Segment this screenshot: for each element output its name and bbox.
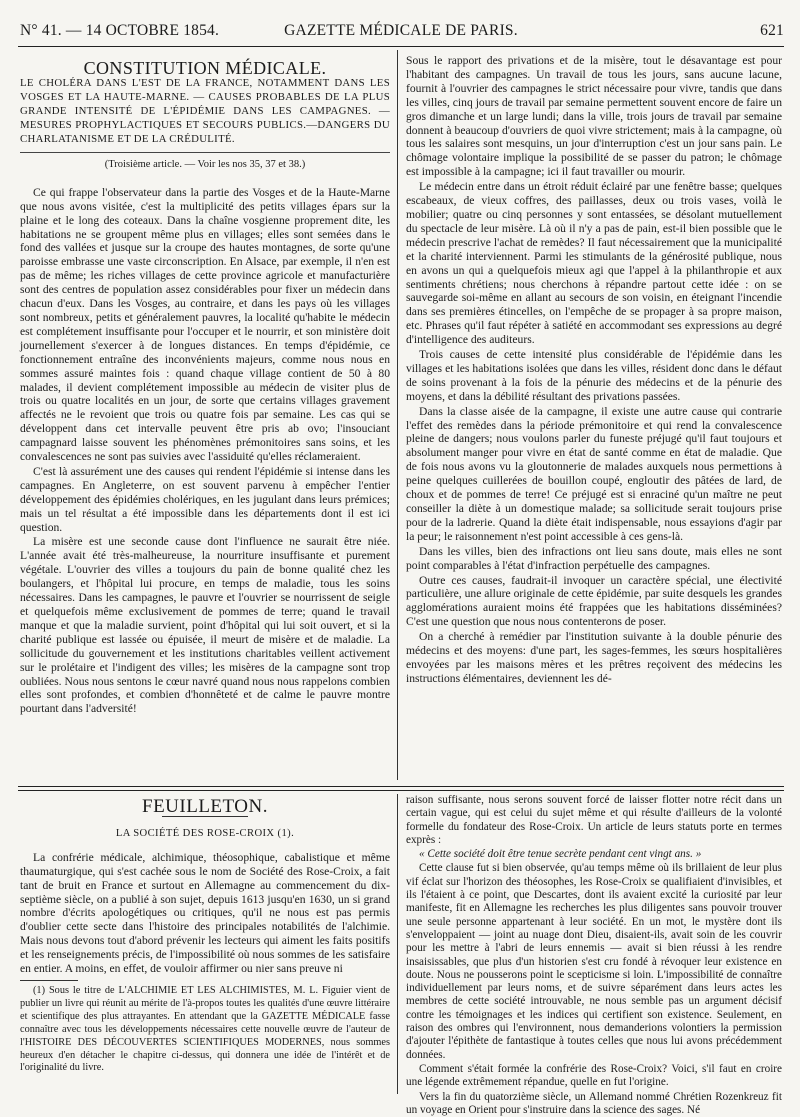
subtitle-rule	[20, 152, 390, 153]
paragraph: La confrérie médicale, alchimique, théosophique, cabalistique et même thaumaturgique, qui s'est cachée sous le nom de Société des Rose-Croix, a fait tant de bruit en France et surtout en Allemagne au commencement du dix-septième siècle, on a publié à son sujet, depuis 1613 jusqu'en 1630, un si grand nombre d'écrits apologétiques ou critiques, qu'il ne nous est pas permis d'oublier cette secte dans l'histoire des principales notabilités de l'alchimie. Mais nous devons tout d'abord prévenir les lecteurs qui aiment les faits positifs et les renseignements précis, de l'impossibilité où nous sommes de les satisfaire en entier. A moins, en effet, de vouloir affirmer ou nier sans preuve ni	[20, 850, 390, 976]
paragraph: Sous le rapport des privations et de la misère, tout le désavantage est pour l'habitant des campagnes. Un travail de tous les jours, sans aucune lacune, fournit à l'ouvrier des campagnes le strict nécessaire pour vivre, tandis que dans les villes, cinq jours de travail par semaine permettent souvent encore de faire un gros dimanche et un large lundi; dans la ville, trois jours de travail par semaine donnent à beaucoup d'ouvriers de quoi vivre strictement; mais à la campagne, où tous les salaires sont mesquins, un jour d'interruption c'est un jour sans pain. Le chômage volontaire implique la possibilité de se passer du patron; le chômage est impossible à la campagne; ici il faut travailler ou mourir.	[406, 54, 782, 179]
paragraph: Outre ces causes, faudrait-il invoquer un caractère spécial, une électivité particulière, une allure originale de cette épidémie, par suite desquels les grandes agglomérations auraient moins été frappées que les habitations disséminées? C'est une question que nous nous contenterons de poser.	[406, 573, 782, 629]
paragraph: Cette clause fut si bien observée, qu'au temps même où ils brillaient de leur plus vif éclat sur l'horizon des théosophes, les Rose-Croix se qualifiaient d'invisibles, et ils l'étaient à ce point, que Descartes, dont ils avaient excité la curiosité par leur manifeste, fit en Allemagne les recherches les plus diligentes sans pouvoir trouver une seule personne appartenant à leur société. En un mot, le mystère dont ils s'enveloppaient — joint au nuage dont Dieu, disaient-ils, avait soin de les couvrir pour les mettre à l'abri de leurs ennemis — avait si bien réussi à les rendre insaisissables, que plus d'un historien s'est cru fondé à révoquer leur existence en doute. Nous ne pousserons point le scepticisme si loin. L'impossibilité de connaître individuellement par leurs noms, et de suivre séparément dans leurs actes les membres de cette société introuvable, ne nous semble pas un argument décisif contre les témoignages et les indices qui certifient son existence. Seulement, en raison des ombres qui l'environnent, nous demanderions volontiers la permission d'ajouter l'épithète de fantastique à toutes celles que nous lui avons précédemment données.	[406, 862, 782, 1061]
feuilleton-subtitle: LA SOCIÉTÉ DES ROSE-CROIX (1).	[115, 827, 295, 839]
feuilleton-rule	[18, 786, 784, 787]
newspaper-page	[18, 0, 784, 1116]
journal-title: GAZETTE MÉDICALE DE PARIS.	[284, 22, 518, 39]
feuilleton-left-column	[20, 796, 390, 1075]
column-divider-lower	[397, 794, 398, 1094]
paragraph: Comment s'était formée la confrérie des Rose-Croix? Voici, s'il faut en croire une légende extrêmement répandue, quelle en fut l'origine.	[406, 1062, 782, 1089]
section-subtitle: LE CHOLÉRA DANS L'EST DE LA FRANCE, NOTAMMENT DANS LES VOSGES ET LA HAUTE-MARNE. — CAUSES PROBABLES DE LA PLUS GRANDE INTENSITÉ DE L'ÉPIDÉMIE DANS LES CAMPAGNES. —MESURES PROPHYLACTIQUES ET SECOURS PUBLICS.—DANGERS DU CHARLATANISME ET DE LA CRÉDULITÉ.	[20, 76, 390, 145]
article-reference: (Troisième article. — Voir les nos 35, 37 et 38.)	[104, 158, 306, 170]
paragraph: Dans les villes, bien des infractions ont lieu sans doute, mais elles ne sont point comparables à l'état d'infraction perpétuelle des campagnes.	[406, 544, 782, 572]
section-title: CONSTITUTION MÉDICALE.	[83, 58, 327, 78]
feuilleton-title: FEUILLETON.	[142, 796, 268, 817]
paragraph: Vers la fin du quatorzième siècle, un Allemand nommé Chrétien Rozenkreuz fit un voyage en Orient pour s'instruire dans la science des sages. Né	[406, 1090, 782, 1116]
paragraph: C'est là assurément une des causes qui rendent l'épidémie si intense dans les campagnes. En Angleterre, on est souvent parvenu à empêcher l'entier développement des épidémies cholériques, en les jugulant dans leurs prémices; mais un tel résultat a été impossible dans les départements dont il est ici question.	[20, 464, 390, 534]
constitution-left-column	[20, 60, 390, 716]
paragraph: On a cherché à remédier par l'institution suivante à la double pénurie des médecins et des moyens: d'une part, les sages-femmes, les sœurs hospitalières envoyées par les maisons mères et les prêtres reçoivent des médecins les instructions élémentaires, deviennent les dé-	[406, 630, 782, 685]
feuilleton-right-column	[406, 794, 782, 1117]
footnote: (1) Sous le titre de L'ALCHIMIE ET LES ALCHIMISTES, M. L. Figuier vient de publier un livre qui réunit au mérite de l'à-propos toutes les qualités d'une œuvre littéraire et scientifique des plus attrayantes. En attendant que la GAZETTE MÉDICALE fasse connaître avec tous les développements nécessaires cette nouvelle œuvre de l'auteur de l'HISTOIRE DES DÉCOUVERTES SCIENTIFIQUES MODERNES, nous sommes heureux d'en détacher le chapitre ci-dessus, qui donnera une idée de l'intérêt et de l'originalité du livre.	[20, 984, 390, 1074]
header-rule	[18, 46, 784, 47]
column-divider-upper	[397, 50, 398, 780]
footnote-rule	[20, 980, 78, 981]
page-number: 621	[760, 22, 784, 39]
constitution-right-column	[406, 54, 782, 686]
statute-quote: « Cette société doit être tenue secrète pendant cent vingt ans. »	[419, 848, 702, 861]
paragraph: Dans la classe aisée de la campagne, il existe une autre cause qui contrarie l'effet des remèdes dans la période prémonitoire et qui rend la convalescence pleine de dangers; nous voulons parler du funeste préjugé qu'il faut toujours et absolument manger pour vivre en état de santé comme en état de maladie. Que de fois nous avons vu la gloutonnerie de malades auxquels nous permettions à peine quelques cuillerées de bouillon coupé, engloutir des pâtées de lard, de choux et de pommes de terre! Ce préjugé est si enraciné qu'un maître ne peut conseiller la diète à un domestique malade; sa sollicitude serait toujours prise pour de la ladrerie. Quand la diète était indispensable, nous essayions d'agir par la peur; le raisonnement n'est point accessible à ces gens-là.	[406, 404, 782, 543]
paragraph: Ce qui frappe l'observateur dans la partie des Vosges et de la Haute-Marne que nous avons visitée, c'est la multiplicité des petits villages épars sur la plaine et le long des coteaux. Dans la chaîne vosgienne proprement dite, les habitations ne se groupent même plus en villages; elles sont semées dans le fond des vallées et jusque sur la croupe des hautes montagnes, de sorte qu'une paroisse embrasse une vaste circonscription. En Alsace, par exemple, il n'en est pas de même; les riches villages de cette province agricole et manufacturière sont des centres de population assez considérables pour fixer un médecin dans chacun d'eux. Dans les Vosges, au contraire, et dans les pays où les villages sont nombreux, petits et généralement pauvres, la localité qu'habite le médecin est complétement insuffisante pour l'occuper et le nourrir, et son ministère doit journellement s'exercer à de longues distances. En temps d'épidémie, ce fonctionnement entraîne des inconvénients majeurs, comme nous nous en sommes assuré maintes fois : quand chaque village contient de 50 à 80 malades, il devient complétement impossible au médecin de visiter plus de trois ou quatre localités en un jour, de sorte que certains villages gravement affectés ne le revoient que trois ou quatre fois par semaine. Les cas qui se développent dans cet intervalle peuvent être pris ab ovo; l'insouciant campagnard laisse souvent les phénomènes prémonitoires sans soins, et les convalescences ne sont pas suivies avec l'assiduité qu'elles réclameraient.	[20, 185, 390, 464]
feuilleton-rule-thin	[18, 790, 784, 791]
paragraph: La misère est une seconde cause dont l'influence ne saurait être niée. L'année avait été très-malheureuse, la nourriture insuffisante et purement végétale. L'ouvrier des villes a toujours du pain de bonne qualité chez les boulangers, et l'hôpital lui procure, en temps de maladie, tous les soins nécessaires. Dans les campagnes, le pauvre et l'ouvrier se nourrissent de seigle et quelquefois même exclusivement de pommes de terre; quand le travail manque et que la maladie survient, point d'hôpital qui lui soit ouvert, et si la charité publique est lassée ou épuisée, il meurt de misère et de maladie. La sollicitude du gouvernement et les institutions charitables veillent activement sur le prolétaire et l'indigent des villes; les misères de la campagne sont trop oubliées. Nous nous sentons le cœur navré quand nous nous rappelons combien elles sont profondes, et combien d'honnêteté et de calme le pauvre montre pourtant dans l'adversité!	[20, 535, 390, 716]
page-header	[18, 22, 784, 44]
paragraph: raison suffisante, nous serons souvent forcé de laisser flotter notre récit dans un certain vague, qui est celui du sujet même et qui résulte d'ailleurs de la volonté formelle du fondateur des Rose-Croix. Un article de leurs statuts porte en termes exprès :	[406, 794, 782, 846]
paragraph: Trois causes de cette intensité plus considérable de l'épidémie dans les villages et les habitations isolées que dans les villes, résident donc dans le défaut de soins provenant à la fois de la pénurie des médecins et de la pénurie des moyens, et dans la débilité résultant des privations passées.	[406, 348, 782, 403]
paragraph: Le médecin entre dans un étroit réduit éclairé par une fenêtre basse; quelques escabeaux, de vieux coffres, des paillasses, deux ou trois vases, voilà le mobilier; quatre ou cinq personnes y sont entassées, se désolant mutuellement du spectacle de leur misère. Là où il n'y a pas de pain, est-il bien possible que le médecin prescrive l'achat de remèdes? Il faut nécessairement que la municipalité et la charité interviennent. Parmi les stimulants de la générosité publique, nous en avons un qui a quelquefois mieux agi que l'appel à la philanthropie et aux sentiments chrétiens; nous cherchons à répandre partout cette idée : on se sauvegarde soi-même en allant au secours de son voisin, en éteignant l'incendie dans ses premières étincelles, on l'empêche de se propager à sa propre maison, etc. Phrases qu'il faut répéter à satiété en accommodant ses expressions au degré d'intelligence des auditeurs.	[406, 180, 782, 347]
issue-number: N° 41. — 14 OCTOBRE 1854.	[20, 22, 220, 39]
